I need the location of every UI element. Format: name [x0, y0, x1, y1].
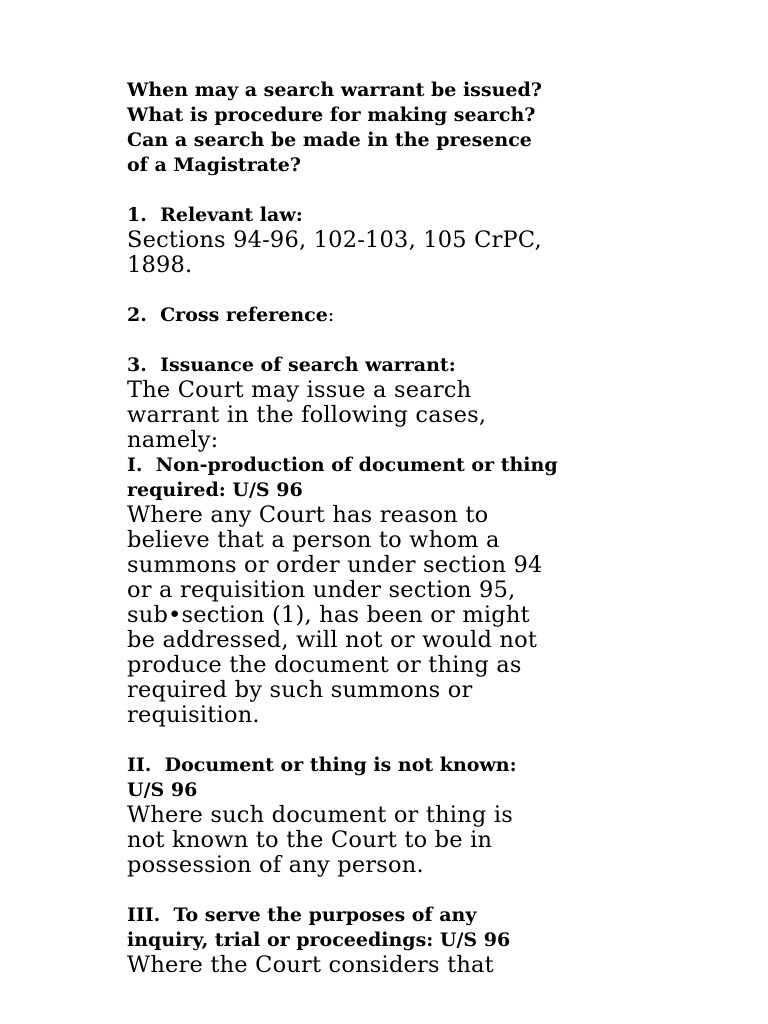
- body-line: The Court may issue a search: [127, 377, 472, 403]
- spacer: [127, 878, 687, 903]
- question-line: When may a search warrant be issued?: [127, 79, 542, 101]
- body-line: summons or order under section 94: [127, 552, 543, 578]
- body-line: warrant in the following cases,: [127, 402, 487, 428]
- question-block: [127, 78, 687, 178]
- section-heading: 1. Relevant law:: [127, 204, 303, 226]
- case-heading: II. Document or thing is not known:: [127, 754, 517, 776]
- section-heading: 3. Issuance of search warrant:: [127, 354, 456, 376]
- body-line: Where any Court has reason to: [127, 502, 489, 528]
- section-heading: [127, 303, 687, 328]
- case-heading: III. To serve the purposes of any: [127, 904, 477, 926]
- spacer: [127, 278, 687, 303]
- case-heading: U/S 96: [127, 779, 198, 801]
- case-heading: inquiry, trial or proceedings: U/S 96: [127, 929, 511, 951]
- body-line: Where such document or thing is: [127, 802, 513, 828]
- body-line: possession of any person.: [127, 852, 424, 878]
- body-line: 1898.: [127, 252, 193, 278]
- body-line: produce the document or thing as: [127, 652, 522, 678]
- case-heading: I. Non-production of document or thing: [127, 454, 558, 476]
- body-line: believe that a person to whom a: [127, 527, 500, 553]
- body-line: requisition.: [127, 702, 260, 728]
- spacer: [127, 178, 687, 203]
- body-line: Where the Court considers that: [127, 952, 494, 978]
- body-line: required by such summons or: [127, 677, 473, 703]
- body-line: namely:: [127, 427, 219, 453]
- body-line: be addressed, will not or would not: [127, 627, 538, 653]
- section-heading-text: 2. Cross reference: [127, 304, 328, 326]
- question-line: of a Magistrate?: [127, 154, 302, 176]
- heading-colon: :: [327, 304, 335, 326]
- body-line: or a requisition under section 95,: [127, 577, 516, 603]
- section-issuance: [127, 353, 687, 978]
- spacer: [127, 328, 687, 353]
- case-heading: required: U/S 96: [127, 479, 303, 501]
- question-line: Can a search be made in the presence: [127, 129, 532, 151]
- body-line: not known to the Court to be in: [127, 827, 493, 853]
- spacer: [127, 728, 687, 753]
- section-cross-reference: [127, 303, 687, 328]
- question-line: What is procedure for making search?: [127, 104, 536, 126]
- body-line: Sections 94-96, 102-103, 105 CrPC,: [127, 227, 542, 253]
- document-page: [127, 78, 687, 978]
- body-line: sub•section (1), has been or might: [127, 602, 530, 628]
- section-relevant-law: [127, 203, 687, 278]
